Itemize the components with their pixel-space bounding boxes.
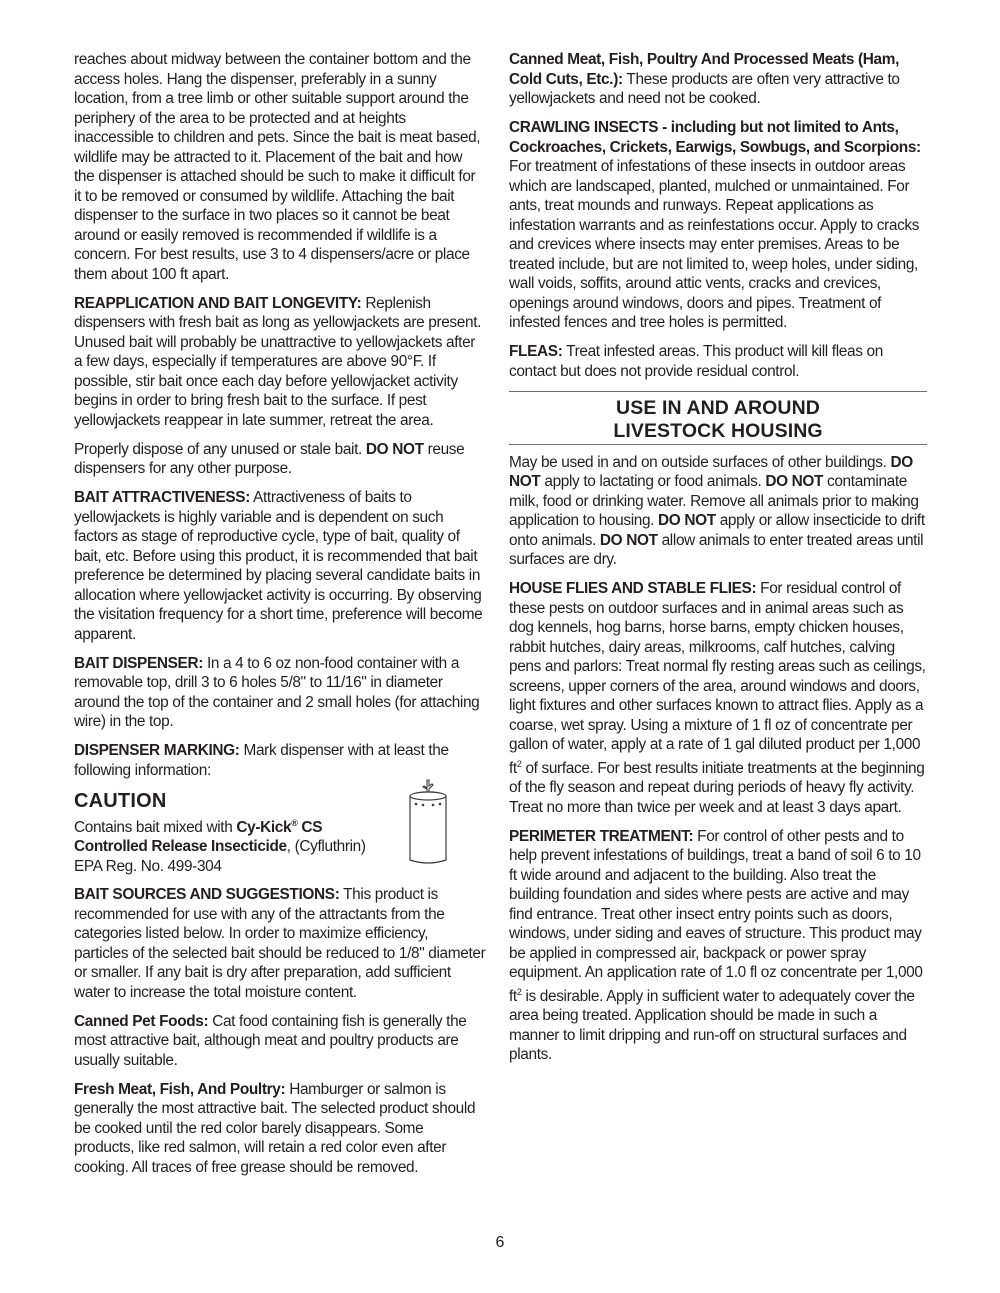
bait-dispenser-heading: BAIT DISPENSER:	[74, 654, 204, 672]
house-flies-text-2: of surface. For best results initiate treatments at the beginning of the fly season and repeat during periods of heavy fly activity. Treat no more than twice per week and at least 3 days apart.	[509, 759, 925, 816]
caution-line-3: EPA Reg. No. 499-304	[74, 857, 222, 875]
caution-brand-suffix: CS	[297, 818, 323, 836]
house-flies-paragraph	[509, 579, 927, 817]
caution-active-ingredient: , (Cyfluthrin)	[286, 838, 366, 856]
caution-product-name: Controlled Release Insecticide	[74, 838, 287, 856]
livestock-text-3: contaminate milk, food or drinking water. Remove all animals prior to making application to housing.	[509, 473, 919, 529]
livestock-warning-2: DO NOT	[765, 473, 824, 490]
crawling-insects-heading: CRAWLING INSECTS - including but not limited to Ants, Cockroaches, Crickets, Earwigs, Sowbugs, and Scorpions:	[509, 119, 921, 156]
canned-meat-heading: Canned Meat, Fish, Poultry And Processed Meats (Ham, Cold Cuts, Etc.):	[509, 51, 900, 88]
dispose-text-after: reuse dispensers for any other purpose.	[74, 440, 465, 477]
caution-label-block	[74, 790, 486, 877]
caution-line-1-prefix: Contains bait mixed with	[74, 818, 237, 836]
perimeter-text-2: is desirable. Apply in sufficient water to adequately cover the area being treated. Application should be made in such a manner to limit dripping and run-off on structural surfaces and plants.	[509, 987, 915, 1064]
intro-paragraph	[74, 50, 486, 284]
perimeter-heading: PERIMETER TREATMENT:	[509, 827, 694, 845]
fresh-meat-text: Hamburger or salmon is generally the most attractive bait. The selected product should be cooked until the red color barely disappears. Some products, like red salmon, will retain a red color even after cooking. All traces of free grease should be removed.	[74, 1080, 476, 1176]
livestock-text-2: apply to lactating or food animals.	[540, 473, 766, 490]
section-bottom-rule	[509, 444, 927, 445]
square-feet-superscript: 2	[516, 986, 522, 997]
dispenser-marking-heading: DISPENSER MARKING:	[74, 742, 240, 759]
livestock-text-5: allow animals to enter treated areas until surfaces are dry.	[509, 531, 924, 568]
bait-sources-paragraph	[74, 885, 486, 1002]
livestock-paragraph	[509, 453, 927, 570]
fresh-meat-heading: Fresh Meat, Fish, And Poultry:	[74, 1080, 286, 1098]
reapplication-text: Replenish dispensers with fresh bait as long as yellowjackets are present. Unused bait will probably be unattractive to yellowjackets after a few days, especially if temperatures are above 90°F. If possible, stir bait once each day before yellowjacket activity begins in order to bring fresh bait to the surface. If pest yellowjackets reappear in late summer, retreat the area.	[74, 294, 482, 429]
bait-sources-text: This product is recommended for use with any of the attractants from the categories listed below. In order to maximize efficiency, particles of the selected bait should be reduced to 1/8" diameter or smaller. If any bait is dry after preparation, add sufficient water to increase the total moisture content.	[74, 886, 486, 1001]
house-flies-text-1: For residual control of these pests on outdoor surfaces and in animal areas such as dog kennels, hog barns, horse barns, empty chicken houses, rabbit hutches, dairy areas, milkrooms, calf hutches, calving pens and parlors: Treat normal fly resting areas such as ceilings, screens, upper corners of the area, around windows and doors, light fixtures and other surfaces known to attract flies. Apply as a coarse, wet spray. Using a mixture of 1 fl oz of concentrate per gallon of water, apply at a rate of 1 gal diluted product per 1,000 ft	[509, 580, 926, 777]
perimeter-paragraph	[509, 827, 927, 1065]
house-flies-heading: HOUSE FLIES AND STABLE FLIES:	[509, 580, 757, 597]
canned-meat-text: These products are often very attractive to yellowjackets and need not be cooked.	[509, 70, 900, 107]
livestock-text-1: May be used in and on outside surfaces of other buildings.	[509, 453, 891, 471]
dispose-emphasis: DO NOT	[365, 440, 424, 458]
section-title-line-1: USE IN AND AROUND	[616, 396, 820, 419]
caution-brand: Cy-Kick	[236, 818, 292, 836]
caution-title: CAUTION	[74, 789, 167, 812]
crawling-insects-text: For treatment of infestations of these insects in outdoor areas which are landscaped, planted, mulched or unmaintained. For ants, treat mounds and runways. Repeat applications as infestation warrants and as reinfestations occur. Apply to cracks and crevices where insects may enter premises. Areas to be treated include, but are not limited to, weep holes, under siding, wall voids, soffits, around attic vents, cracks and crevices, openings around windows, doors and pipes. Treatment of infested fences and tree holes is permitted.	[509, 158, 920, 331]
square-feet-superscript: 2	[516, 758, 522, 769]
pet-foods-paragraph	[74, 1012, 486, 1071]
attractiveness-paragraph	[74, 488, 486, 644]
dispose-paragraph	[74, 440, 486, 479]
pet-foods-text: Cat food containing fish is generally the most attractive bait, although meat and poultry products are usually suitable.	[74, 1012, 467, 1069]
livestock-warning-4: DO NOT	[599, 531, 658, 549]
livestock-text-4: apply or allow insecticide to drift onto animals.	[509, 512, 925, 549]
bait-sources-heading: BAIT SOURCES AND SUGGESTIONS:	[74, 886, 340, 904]
right-column	[509, 50, 927, 1074]
intro-text: reaches about midway between the container bottom and the access holes. Hang the dispenser, preferably in a sunny location, from a tree limb or other suitable support around the periphery of the area to be protected and at heights inaccessible to children and pets. Since the bait is meat based, wildlife may be attracted to it. Placement of the bait and how the dispenser is attached should be such to make it difficult for it to be removed or consumed by wildlife. Attaching the bait dispenser to the surface in two places so it cannot be beat around or easily removed is recommended if wildlife is a concern. For best results, use 3 to 4 dispensers/acre or place them about 100 ft apart.	[74, 51, 481, 283]
page-number: 6	[495, 1234, 505, 1251]
pet-foods-heading: Canned Pet Foods:	[74, 1012, 209, 1030]
crawling-insects-paragraph	[509, 118, 927, 333]
section-title-line-2: LIVESTOCK HOUSING	[613, 420, 823, 442]
dispenser-marking-text: Mark dispenser with at least the following information:	[74, 742, 449, 779]
perimeter-text-1: For control of other pests and to help prevent infestations of buildings, treat a band of soil 6 to 10 ft wide around and adjacent to the building. Also treat the building foundation and sides where pests are active and may find entrance. Treat other insect entry points such as doors, windows, under siding and eaves of structure. This product may be applied in compressed air, backpack or power spray equipment. An application rate of 1.0 fl oz concentrate per 1,000 ft	[509, 827, 923, 1005]
dispose-text: Properly dispose of any unused or stale bait.	[74, 440, 366, 458]
bait-dispenser-icon	[408, 778, 448, 866]
fleas-heading: FLEAS:	[509, 343, 563, 360]
reapplication-paragraph	[74, 294, 486, 431]
attractiveness-text: Attractiveness of baits to yellowjackets is highly variable and is dependent on such factors as stage of reproductive cycle, type of bait, quality of bait, etc. Before using this product, it is recommended that bait preference be determined by placing several candidate baits in allocation where yellowjacket activity is occurring. By observing the visitation frequency for a short time, preference will become apparent.	[74, 489, 483, 643]
fleas-paragraph	[509, 342, 927, 381]
attractiveness-heading: BAIT ATTRACTIVENESS:	[74, 489, 250, 506]
bait-dispenser-paragraph	[74, 654, 486, 732]
canned-meat-paragraph	[509, 50, 927, 109]
fresh-meat-paragraph	[74, 1080, 486, 1178]
bait-dispenser-text: In a 4 to 6 oz non-food container with a removable top, drill 3 to 6 holes 5/8" to 11/16" in diameter around the top of the container and 2 small holes (for attaching wire) in the top.	[74, 654, 480, 730]
livestock-warning-3: DO NOT	[658, 512, 716, 529]
livestock-warning-1: DO NOT	[509, 453, 913, 490]
left-column	[74, 50, 486, 1187]
registered-mark: ®	[291, 817, 298, 828]
dispenser-marking-paragraph	[74, 741, 486, 780]
fleas-text: Treat infested areas. This product will kill fleas on contact but does not provide residual control.	[509, 343, 883, 380]
section-top-rule	[509, 391, 927, 392]
reapplication-heading: REAPPLICATION AND BAIT LONGEVITY:	[74, 294, 362, 312]
